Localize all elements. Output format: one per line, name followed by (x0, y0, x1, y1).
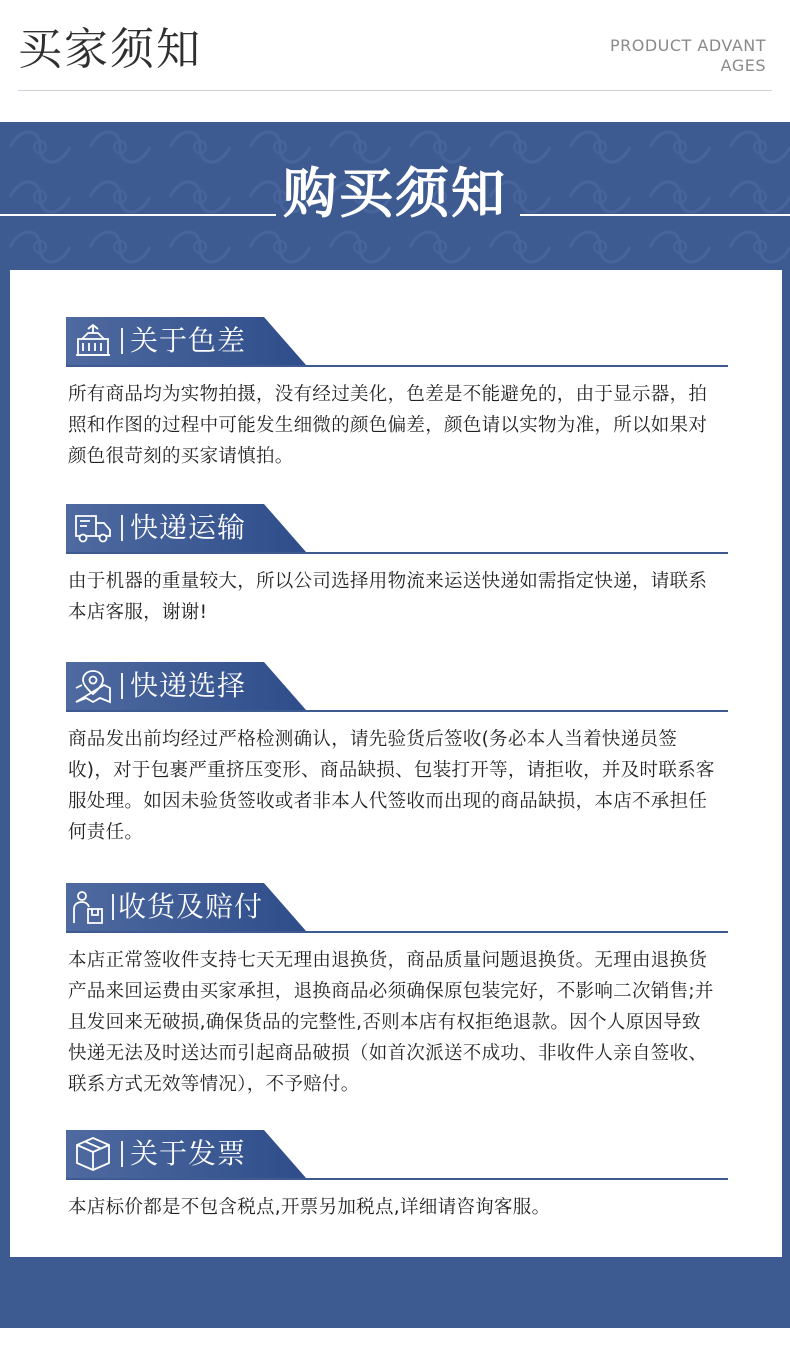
section-title: 收货及赔付 (118, 890, 264, 923)
header-divider (18, 90, 772, 91)
section-rule (66, 710, 728, 712)
page-title: 买家须知 (18, 24, 202, 75)
section-color-difference (66, 317, 746, 472)
section-title: 关于发票 (130, 1137, 247, 1170)
section-rule (66, 365, 728, 367)
icon-divider (121, 673, 123, 699)
section-receipt-compensation (66, 883, 746, 1100)
section-header (66, 883, 746, 933)
section-title: 关于色差 (130, 324, 247, 357)
section-header (66, 1130, 746, 1180)
page-subtitle: PRODUCT ADVANTAGES (609, 36, 766, 75)
courier-package-icon (70, 889, 108, 925)
content-card (10, 270, 782, 1257)
section-body: 本店标价都是不包含税点,开票另加税点,详细请咨询客服。 (68, 1197, 551, 1218)
section-header (66, 662, 746, 712)
banner-title: 购买须知 (283, 162, 507, 225)
section-body: 商品发出前均经过严格检测确认，请先验货后签收(务必本人当着快递员签收)，对于包裹严重挤压变形、商品缺损、包装打开等，请拒收，并及时联系客服处理。如因未验货签收或者非本人代签收而出现的商品缺损，本店不承担任何责任。 (68, 729, 715, 843)
location-map-icon (74, 668, 112, 704)
section-body: 本店正常签收件支持七天无理由退换货，商品质量问题退换货。无理由退换货产品来回运费由买家承担，退换商品必须确保原包装完好，不影响二次销售;并且发回来无破损,确保货品的完整性,否则本店有权拒绝退款。因个人原因导致快递无法及时送达而引起商品破损（如首次派送不成功、非收件人亲自签收、联系方式无效等情况），不予赔付。 (68, 950, 714, 1095)
icon-divider (121, 515, 123, 541)
section-invoice (66, 1130, 746, 1223)
section-header (66, 317, 746, 367)
icon-divider (112, 894, 114, 920)
section-rule (66, 1178, 728, 1180)
bottom-margin (0, 1328, 790, 1355)
delivery-truck-icon (74, 510, 112, 546)
section-title: 快递选择 (130, 669, 247, 702)
section-body: 所有商品均为实物拍摄，没有经过美化，色差是不能避免的，由于显示器，拍照和作图的过程中可能发生细微的颜色偏差，颜色请以实物为准，所以如果对颜色很苛刻的买家请慎拍。 (68, 384, 708, 467)
banner-line-right (520, 214, 790, 216)
section-shipping (66, 504, 746, 628)
section-rule (66, 552, 728, 554)
section-header (66, 504, 746, 554)
box-icon (74, 1136, 112, 1172)
icon-divider (121, 1141, 123, 1167)
top-header (0, 0, 790, 122)
section-body: 由于机器的重量较大，所以公司选择用物流来运送快递如需指定快递，请联系本店客服，谢谢! (68, 571, 708, 623)
icon-divider (121, 328, 123, 354)
section-rule (66, 931, 728, 933)
cargo-icon (74, 323, 112, 359)
section-courier-choice (66, 662, 746, 848)
section-title: 快递运输 (130, 511, 247, 544)
